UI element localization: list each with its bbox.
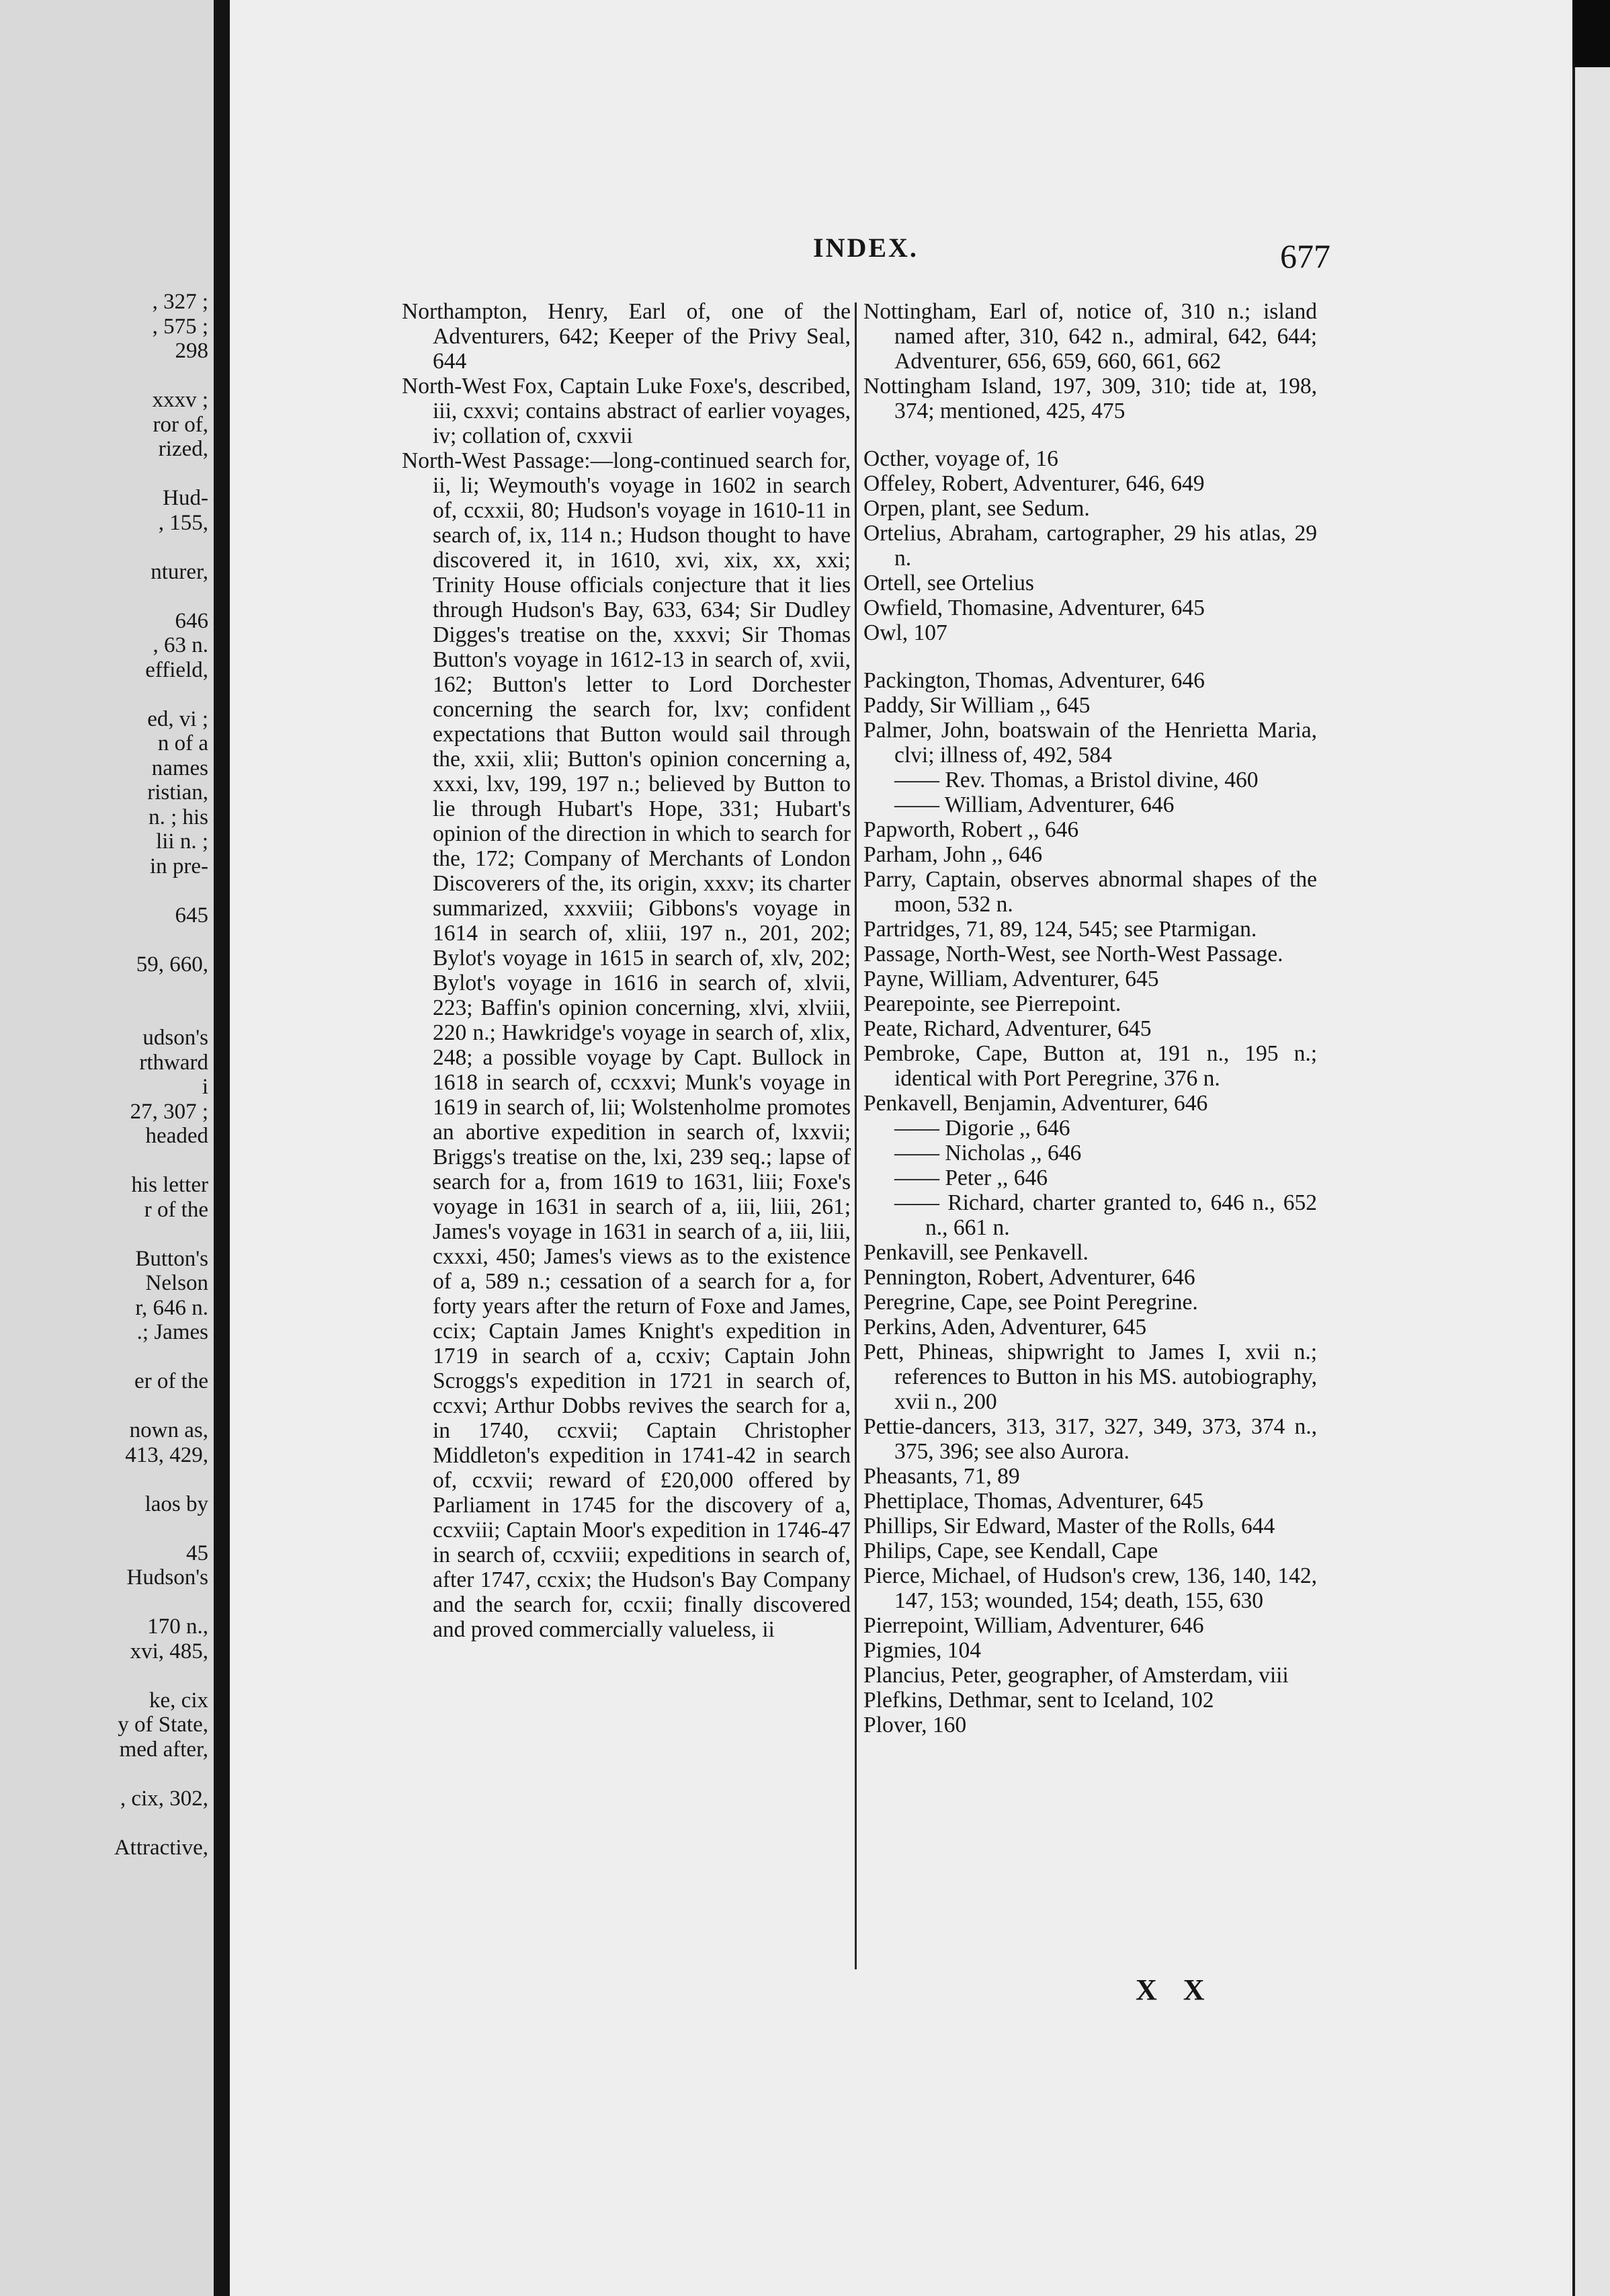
index-entry: Orpen, plant, see Sedum. xyxy=(863,496,1090,521)
left-page-text-fragment: er of the xyxy=(134,1369,208,1393)
index-entry: Philips, Cape, see Kendall, Cape xyxy=(863,1539,1158,1563)
index-entry: —— William, Adventurer, 646 xyxy=(894,792,1175,817)
index-entry: Owl, 107 xyxy=(863,620,947,645)
left-page-text-fragment: , 327 ; xyxy=(152,290,208,314)
index-entry: Pennington, Robert, Adventurer, 646 xyxy=(863,1265,1195,1290)
index-entry: Nottingham, Earl of, notice of, 310 n.; island named after, 310, 642 n., admiral, 642, 644; Adventurer, 656, 659, 660, 661, 662 xyxy=(863,299,1317,374)
left-page-text-fragment: 645 xyxy=(175,903,208,928)
index-entry: —— Digorie ,, 646 xyxy=(894,1116,1070,1141)
left-page-text-fragment: , 63 n. xyxy=(153,633,208,657)
left-page-text-fragment: Hud- xyxy=(163,486,208,510)
index-entry: Ortelius, Abraham, cartographer, 29 his atlas, 29 n. xyxy=(863,521,1317,571)
left-page-text-fragment: headed xyxy=(145,1124,208,1148)
index-entry: —— Rev. Thomas, a Bristol divine, 460 xyxy=(894,768,1259,792)
index-entry: Payne, William, Adventurer, 645 xyxy=(863,967,1159,991)
left-page-text-fragment: xvi, 485, xyxy=(130,1639,208,1664)
index-entry: Pearepointe, see Pierrepoint. xyxy=(863,991,1121,1016)
left-page-text-fragment: lii n. ; xyxy=(156,829,208,854)
index-entry: Pierrepoint, William, Adventurer, 646 xyxy=(863,1613,1204,1638)
index-entry: Paddy, Sir William ,, 645 xyxy=(863,693,1091,718)
index-entry: —— Nicholas ,, 646 xyxy=(894,1141,1082,1165)
index-entry: Penkavill, see Penkavell. xyxy=(863,1240,1089,1265)
index-entry: Pigmies, 104 xyxy=(863,1638,981,1663)
index-entry: Parry, Captain, observes abnormal shapes of the moon, 532 n. xyxy=(863,867,1317,917)
index-entry: Phettiplace, Thomas, Adventurer, 645 xyxy=(863,1489,1204,1514)
left-page-text-fragment: 413, 429, xyxy=(125,1442,208,1467)
index-entry: Palmer, John, boatswain of the Henrietta Maria, clvi; illness of, 492, 584 xyxy=(863,718,1317,768)
index-entry: Pierce, Michael, of Hudson's crew, 136, 140, 142, 147, 153; wounded, 154; death, 155, 630 xyxy=(863,1563,1317,1613)
left-page-text-fragment: 170 n., xyxy=(147,1614,208,1639)
left-page-text-fragment: ror of, xyxy=(153,412,208,437)
left-page-text-fragment: Nelson xyxy=(145,1271,208,1295)
left-page-text-fragment: Hudson's xyxy=(126,1565,208,1590)
left-page-text-fragment: nturer, xyxy=(151,559,208,584)
index-entry: Octher, voyage of, 16 xyxy=(863,446,1058,471)
index-entry: Peate, Richard, Adventurer, 645 xyxy=(863,1016,1152,1041)
running-header: INDEX. xyxy=(813,233,919,263)
index-entry: Pettie-dancers, 313, 317, 327, 349, 373, 374 n., 375, 396; see also Aurora. xyxy=(863,1414,1317,1464)
left-page-text-fragment: n. ; his xyxy=(149,805,208,829)
index-entry: Nottingham Island, 197, 309, 310; tide at, 198, 374; mentioned, 425, 475 xyxy=(863,374,1317,423)
left-page-text-fragment: , cix, 302, xyxy=(120,1786,208,1811)
left-page-text-fragment: 298 xyxy=(175,339,208,363)
left-page-text-fragment: ristian, xyxy=(147,780,208,805)
left-page-text-fragment: r of the xyxy=(144,1197,208,1222)
index-entry: Papworth, Robert ,, 646 xyxy=(863,817,1079,842)
left-page-text-fragment: rthward xyxy=(139,1050,208,1075)
left-page-text-fragment: effield, xyxy=(145,657,208,682)
left-page-text-fragment: nown as, xyxy=(129,1418,208,1442)
index-entry: Perkins, Aden, Adventurer, 645 xyxy=(863,1315,1147,1340)
index-entry: Ortell, see Ortelius xyxy=(863,571,1034,596)
index-entry: Partridges, 71, 89, 124, 545; see Ptarmigan. xyxy=(863,917,1257,942)
left-page-edge xyxy=(0,0,214,2296)
index-column-left xyxy=(402,299,851,1642)
left-page-text-fragment: laos by xyxy=(144,1491,208,1516)
left-page-text-fragment: Attractive, xyxy=(114,1835,208,1860)
index-entry: —— Richard, charter granted to, 646 n., 652 n., 661 n. xyxy=(894,1190,1317,1240)
left-page-text-fragment: med after, xyxy=(119,1737,208,1762)
left-page-text-fragment: , 155, xyxy=(158,510,208,535)
index-entry: Penkavell, Benjamin, Adventurer, 646 xyxy=(863,1091,1208,1116)
left-page-text-fragment: in pre- xyxy=(149,854,208,878)
index-column-right xyxy=(863,299,1317,1737)
index-entry: Passage, North-West, see North-West Passage. xyxy=(863,942,1283,967)
index-entry: Owfield, Thomasine, Adventurer, 645 xyxy=(863,596,1205,620)
section-gap xyxy=(863,423,1317,446)
left-page-text-fragment: names xyxy=(151,755,208,780)
page-edge xyxy=(1572,67,1610,2296)
index-entry: Plancius, Peter, geographer, of Amsterdam, viii xyxy=(863,1663,1289,1688)
left-page-text-fragment: r, 646 n. xyxy=(135,1295,208,1320)
left-page-text-fragment: his letter xyxy=(131,1173,208,1197)
index-entry: North-West Fox, Captain Luke Foxe's, described, iii, cxxvi; contains abstract of earlier voyages, iv; collation of, cxxvii xyxy=(402,374,851,448)
index-entry: Pheasants, 71, 89 xyxy=(863,1464,1020,1489)
left-page-text-fragment: y of State, xyxy=(118,1713,208,1737)
page-number: 677 xyxy=(1280,237,1330,275)
left-page-text-fragment: xxxv ; xyxy=(152,388,208,412)
index-entry: Pembroke, Cape, Button at, 191 n., 195 n.; identical with Port Peregrine, 376 n. xyxy=(863,1041,1317,1091)
left-page-text-fragment: n of a xyxy=(157,731,208,755)
index-entry: Parham, John ,, 646 xyxy=(863,842,1043,867)
left-page-text-fragment: i xyxy=(202,1075,208,1099)
index-entry: Northampton, Henry, Earl of, one of the Adventurers, 642; Keeper of the Privy Seal, 644 xyxy=(402,299,851,374)
left-page-text-fragment: rized, xyxy=(158,437,208,461)
index-entry: Packington, Thomas, Adventurer, 646 xyxy=(863,668,1205,693)
column-divider xyxy=(855,302,857,1969)
index-entry: North-West Passage:—long-continued search for, ii, li; Weymouth's voyage in 1602 in search of, ccxxii, 80; Hudson's voyage in 1610-11 in search of, ix, 114 n.; Hudson thought to have discovered it, in 1610, xvi, xix, xx, xxi; Trinity House officials conjecture that it lies through Hudson's Bay, 633, 634; Sir Dudley Digges's treatise on the, xxxvi; Sir Thomas Button's voyage in 1612-13 in search of, xvii, 162; Button's letter to Lord Dorchester concerning the search for, lxv; confident expectations that Button would sail through the, xxii, xlii; Button's opinion concerning a, xxxi, lxv, 199, 197 n.; believed by Button to lie through Hubart's Hope, 331; Hubart's opinion of the direction in which to search for the, 172; Company of Merchants of London Discoverers of the, its origin, xxxv; its charter summarized, xxxviii; Gibbons's voyage in 1614 in search of, xliii, 197 n., 201, 202; Bylot's voyage in 1615 in search of, xlv, 202; Bylot's voyage in 1616 in search of, xlvii, 223; Baffin's opinion concerning, xlvi, xlviii, 220 n.; Hawkridge's voyage in search of, xlix, 248; a possible voyage by Capt. Bullock in 1618 in search of, ccxxvi; Munk's voyage in 1619 in search of, lii; Wolstenholme promotes an abortive expedition in search of, lxxvii; Briggs's treatise on the, lxi, 239 seq.; lapse of search for a, from 1619 to 1631, liii; Foxe's voyage in 1631 in search of a, iii, liii, 261; James's voyage in 1631 in search of a, iii, liii, cxxxi, 450; James's views as to the existence of a, 589 n.; cessation of a search for a, for forty years after the return of Foxe and James, ccix; Captain James Knight's expedition in 1719 in search of a, ccxiv; Captain John Scroggs's expedition in 1721 in search of, ccxvi; Arthur Dobbs revives the search for a, in 1740, ccxvii; Captain Christopher Middleton's expedition in 1741-42 in search of, ccxvii; reward of £20,000 offered by Parliament in 1745 for the discovery of a, ccxviii; Captain Moor's expedition in 1746-47 in search of, ccxviii; expeditions in search of, after 1747, ccxix; the Hudson's Bay Company and the search for, ccxii; finally discovered and proved commercially valueless, ii xyxy=(402,448,851,1642)
book-gutter xyxy=(214,0,230,2296)
index-entry: Plefkins, Dethmar, sent to Iceland, 102 xyxy=(863,1688,1214,1713)
left-page-text-fragment: 59, 660, xyxy=(136,952,208,977)
left-page-text-fragment: 27, 307 ; xyxy=(130,1099,208,1124)
index-entry: —— Peter ,, 646 xyxy=(894,1165,1048,1190)
signature-mark: X X xyxy=(1136,1973,1214,2006)
index-entry: Plover, 160 xyxy=(863,1713,967,1737)
left-page-text-fragment: , 575 ; xyxy=(152,314,208,339)
index-entry: Peregrine, Cape, see Point Peregrine. xyxy=(863,1290,1198,1315)
left-page-text-fragment: 646 xyxy=(175,608,208,633)
left-page-text-fragment: Button's xyxy=(135,1246,208,1271)
left-page-text-fragment: udson's xyxy=(142,1026,208,1050)
section-gap xyxy=(863,645,1317,668)
index-entry: Offeley, Robert, Adventurer, 646, 649 xyxy=(863,471,1205,496)
left-page-text-fragment: .; James xyxy=(136,1320,208,1344)
left-page-text-fragment: 45 xyxy=(186,1541,208,1565)
index-entry: Phillips, Sir Edward, Master of the Rolls, 644 xyxy=(863,1514,1275,1539)
left-page-text-fragment: ed, vi ; xyxy=(147,706,208,731)
left-page-text-fragment: ke, cix xyxy=(149,1688,208,1713)
index-entry: Pett, Phineas, shipwright to James I, xvii n.; references to Button in his MS. autobiography, xvii n., 200 xyxy=(863,1340,1317,1414)
